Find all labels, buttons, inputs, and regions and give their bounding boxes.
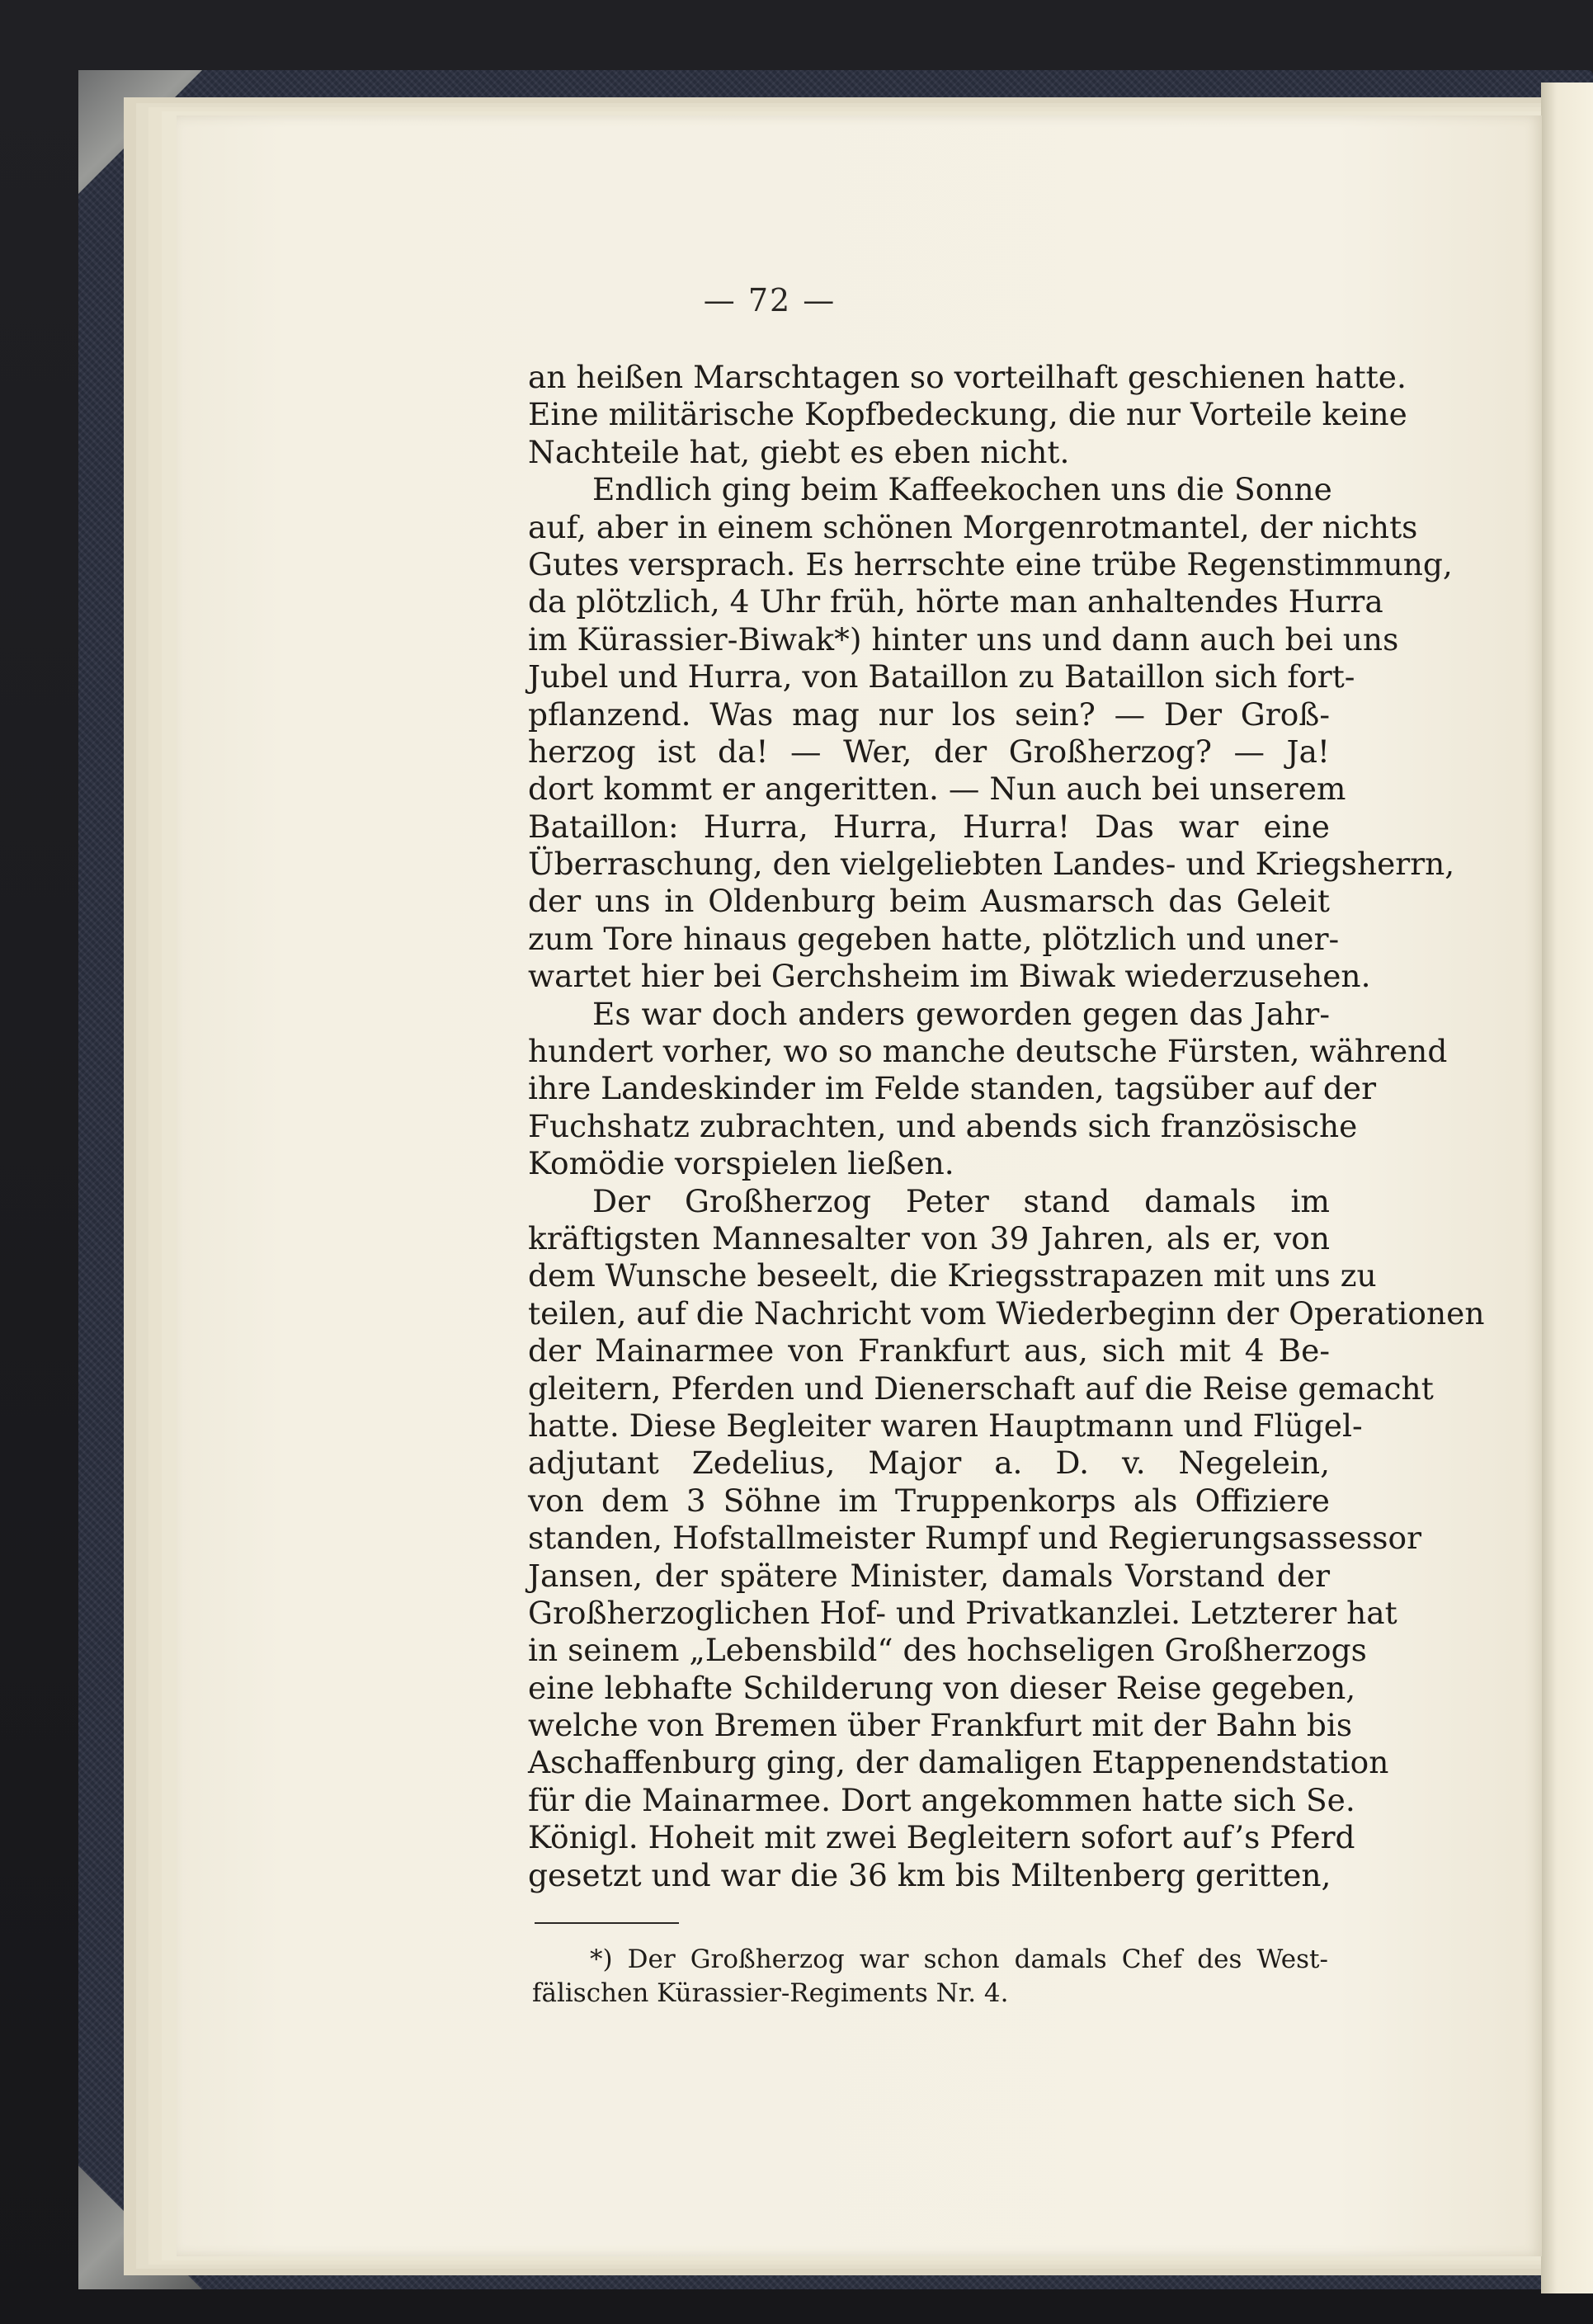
text-line: Gutes versprach. Es herrschte eine trübe Regenstimmung, — [528, 545, 1453, 582]
text-line: von dem 3 Söhne im Truppenkorps als Offiziere — [528, 1482, 1330, 1519]
book-binding — [1541, 82, 1593, 2293]
text-line: gleitern, Pferden und Dienerschaft auf die Reise gemacht — [528, 1369, 1434, 1407]
text-line: wartet hier bei Gerchsheim im Biwak wiederzusehen. — [528, 958, 1371, 995]
text-line: Es war doch anders geworden gegen das Jahr- — [592, 995, 1330, 1032]
text-line: Endlich ging beim Kaffeekochen uns die Sonne — [592, 471, 1332, 508]
text-line: der Mainarmee von Frankfurt aus, sich mit 4 Be- — [528, 1332, 1330, 1369]
text-line: Überraschung, den vielgeliebten Landes- und Kriegsherrn, — [528, 846, 1455, 883]
text-line: Der Großherzog Peter stand damals im — [592, 1182, 1330, 1219]
text-line: dem Wunsche beseelt, die Kriegsstrapazen mit uns zu — [528, 1257, 1377, 1294]
text-line: welche von Bremen über Frankfurt mit der Bahn bis — [528, 1707, 1353, 1744]
text-line: Aschaffenburg ging, der damaligen Etappenendstation — [528, 1744, 1389, 1781]
text-line: teilen, auf die Nachricht vom Wiederbeginn der Operationen — [528, 1294, 1485, 1332]
text-line: hatte. Diese Begleiter waren Hauptmann und Flügel- — [528, 1407, 1363, 1444]
text-line: kräftigsten Mannesalter von 39 Jahren, als er, von — [528, 1219, 1330, 1256]
text-line: pflanzend. Was mag nur los sein? — Der Groß- — [528, 695, 1330, 733]
text-line: im Kürassier-Biwak*) hinter uns und dann auch bei uns — [528, 620, 1399, 658]
body-text — [528, 359, 1485, 1894]
footnote-line: fälischen Kürassier-Regiments Nr. 4. — [532, 1978, 1009, 2008]
text-line: an heißen Marschtagen so vorteilhaft geschienen hatte. — [528, 359, 1407, 395]
text-line: standen, Hofstallmeister Rumpf und Regierungsassessor — [528, 1520, 1422, 1557]
text-line: da plötzlich, 4 Uhr früh, hörte man anhaltendes Hurra — [528, 583, 1383, 620]
text-line: Nachteile hat, giebt es eben nicht. — [528, 433, 1070, 470]
footnote-divider — [535, 1922, 679, 1924]
text-line: in seinem „Lebensbild“ des hochseligen Großherzogs — [528, 1632, 1367, 1669]
text-line: ihre Landeskinder im Felde standen, tagsüber auf der — [528, 1070, 1377, 1107]
text-line: der uns in Oldenburg beim Ausmarsch das Geleit — [528, 883, 1330, 920]
page-number: — 72 — — [703, 282, 837, 318]
text-line: auf, aber in einem schönen Morgenrotmantel, der nichts — [528, 508, 1418, 545]
footnote — [532, 1943, 1328, 2011]
text-line: Königl. Hoheit mit zwei Begleitern sofort auf’s Pferd — [528, 1819, 1355, 1856]
text-line: hundert vorher, wo so manche deutsche Fürsten, während — [528, 1033, 1448, 1070]
text-line: Eine militärische Kopfbedeckung, die nur Vorteile keine — [528, 396, 1407, 433]
text-line: herzog ist da! — Wer, der Großherzog? — Ja! — [528, 733, 1330, 770]
text-line: Jansen, der spätere Minister, damals Vorstand der — [528, 1557, 1330, 1594]
text-line: adjutant Zedelius, Major a. D. v. Negelein, — [528, 1445, 1330, 1482]
text-line: Jubel und Hurra, von Bataillon zu Bataillon sich fort- — [528, 658, 1355, 695]
text-line: zum Tore hinaus gegeben hatte, plötzlich und uner- — [528, 920, 1340, 957]
text-line: Fuchshatz zubrachten, und abends sich französische — [528, 1107, 1358, 1144]
text-line: dort kommt er angeritten. — Nun auch bei unserem — [528, 771, 1346, 808]
footnote-line: *) Der Großherzog war schon damals Chef des West- — [590, 1945, 1328, 1974]
text-line: Großherzoglichen Hof- und Privatkanzlei. Letzterer hat — [528, 1594, 1397, 1631]
text-line: gesetzt und war die 36 km bis Miltenberg geritten, — [528, 1856, 1331, 1893]
text-line: für die Mainarmee. Dort angekommen hatte sich Se. — [528, 1781, 1355, 1818]
text-line: eine lebhafte Schilderung von dieser Reise gegeben, — [528, 1669, 1356, 1706]
text-line: Komödie vorspielen ließen. — [528, 1145, 954, 1182]
text-line: Bataillon: Hurra, Hurra, Hurra! Das war eine — [528, 808, 1330, 845]
